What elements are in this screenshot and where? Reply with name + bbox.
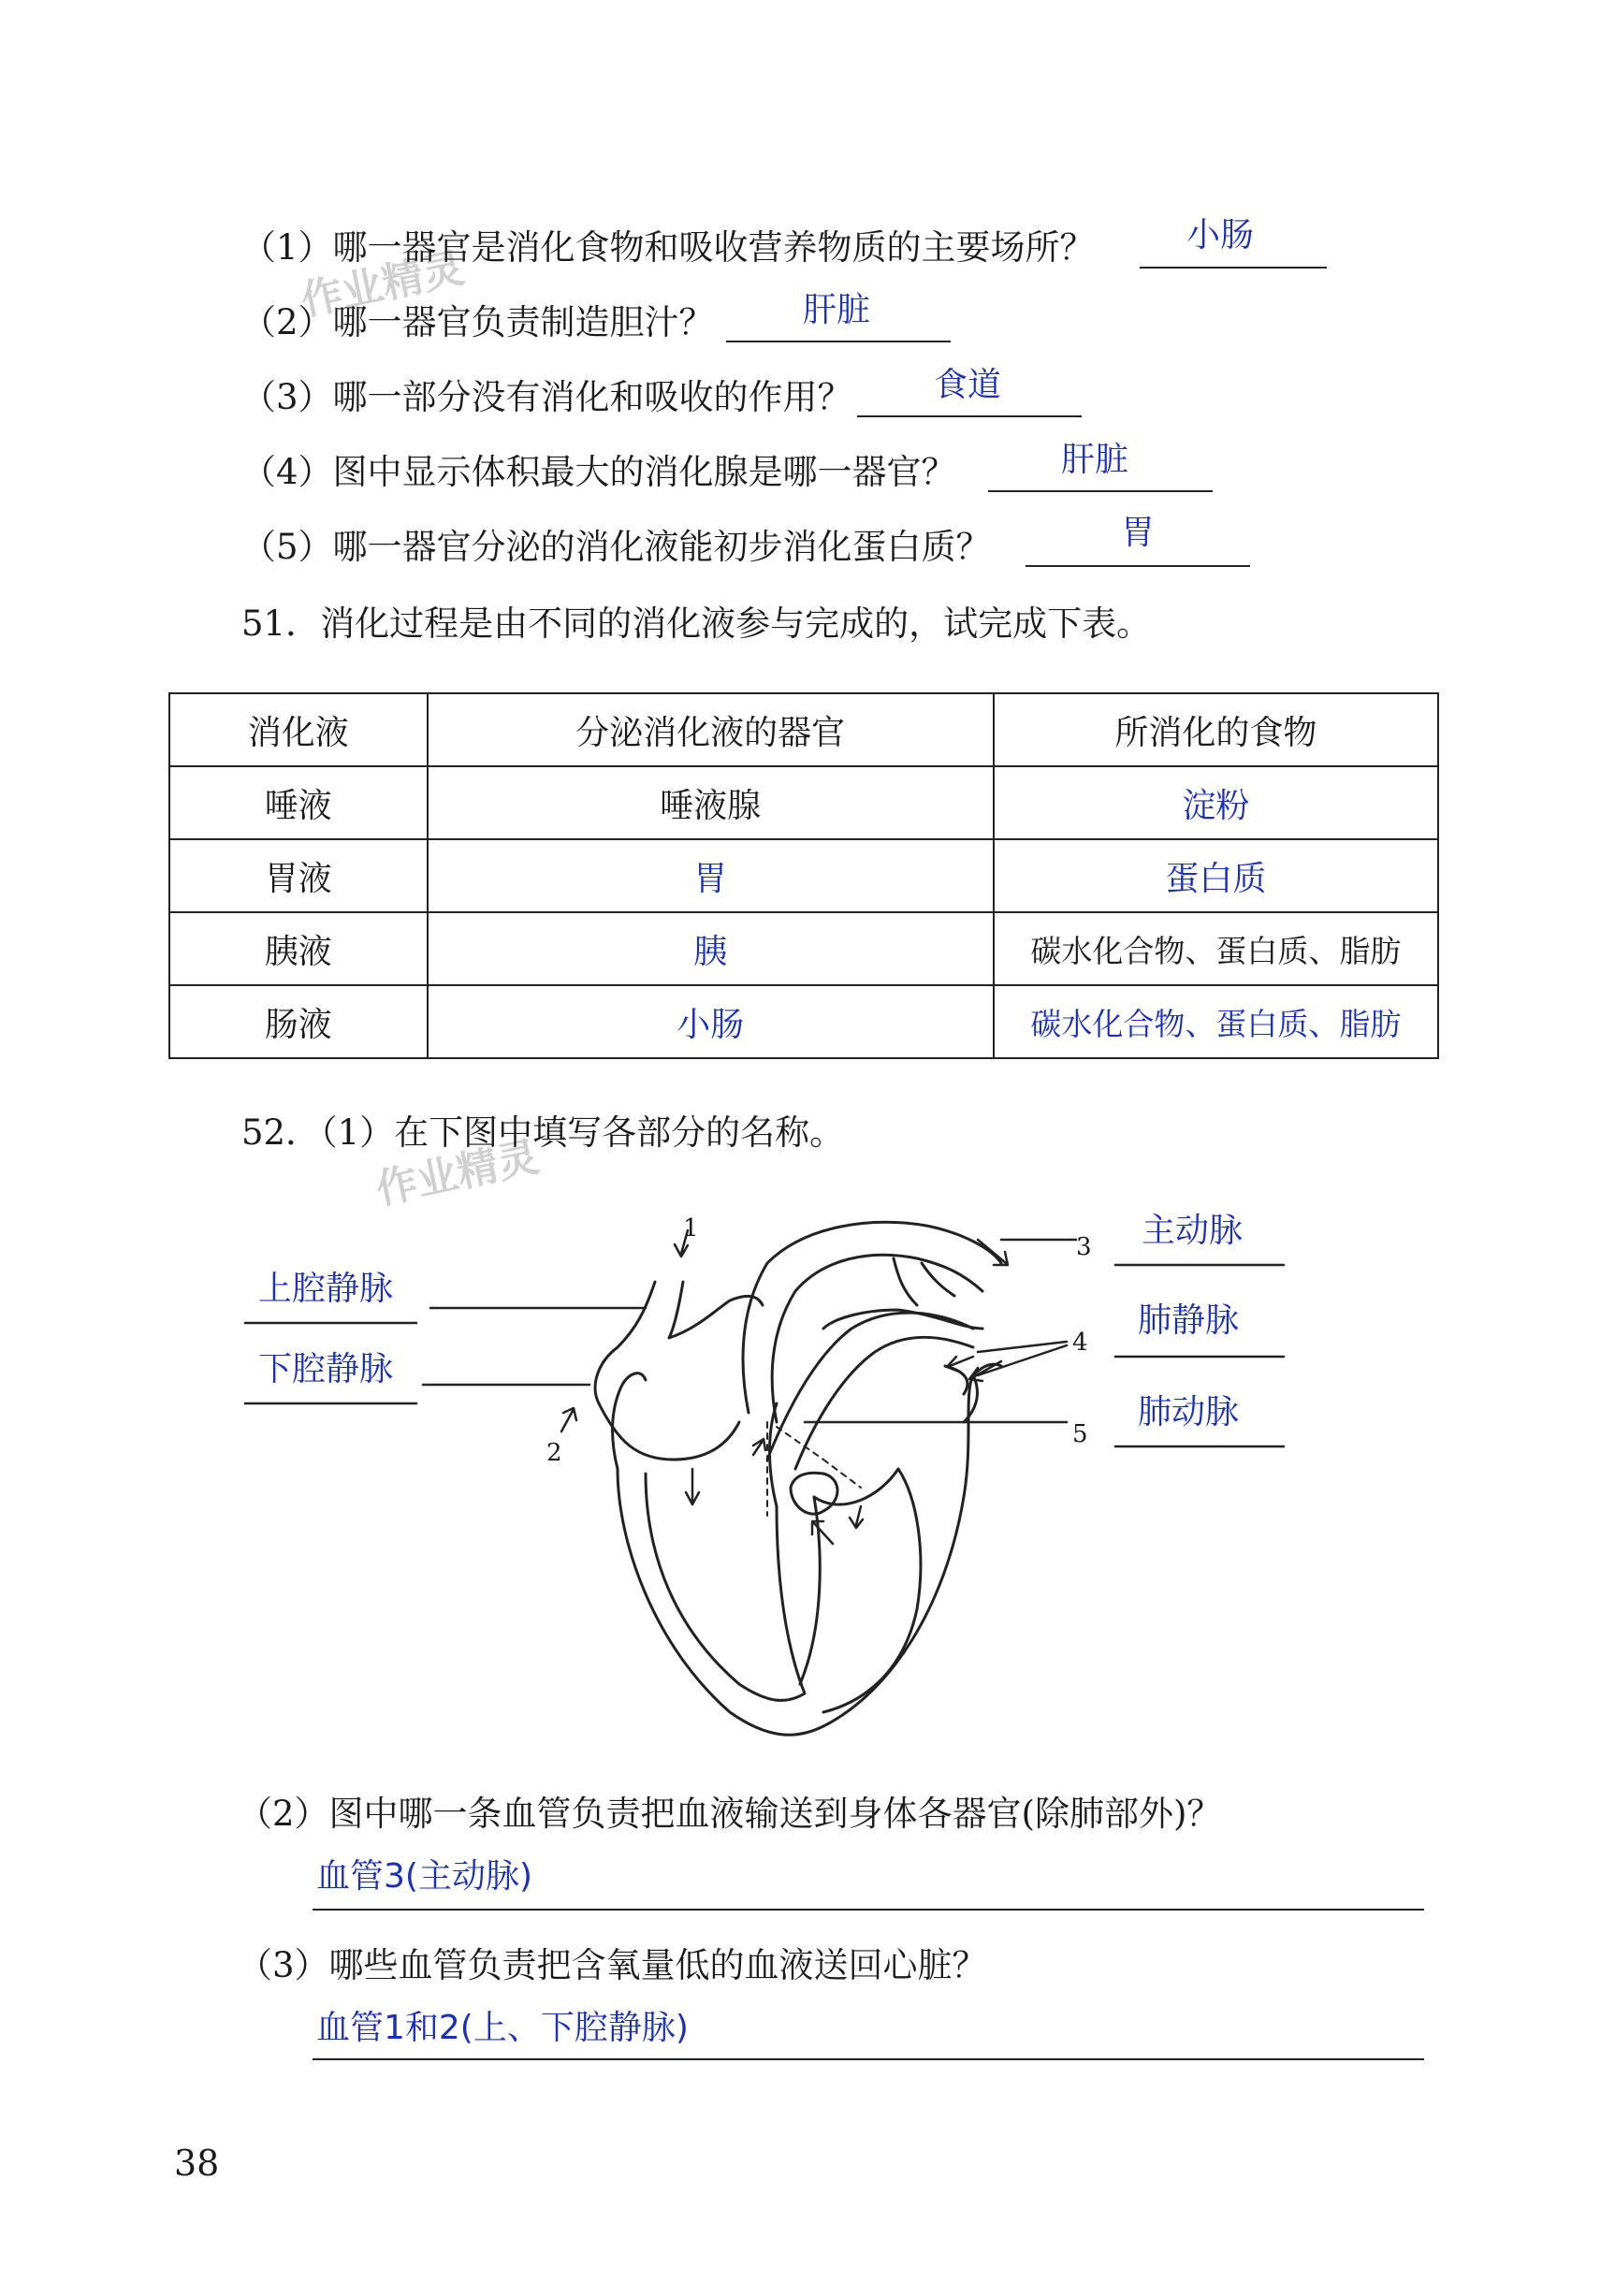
table-answer-cell: 淀粉 — [994, 766, 1438, 839]
label-pulmonary-artery: 肺动脉 — [1138, 1393, 1240, 1431]
answer-line — [313, 1909, 1424, 1911]
label-aorta: 主动脉 — [1142, 1212, 1244, 1250]
q50-item-3: （3）哪一部分没有消化和吸收的作用？ — [241, 377, 852, 417]
table-answer-cell: 蛋白质 — [994, 839, 1438, 912]
table-cell: 唾液 — [169, 766, 428, 839]
table-cell: 唾液腺 — [428, 766, 994, 839]
diagram-number: 2 — [546, 1439, 562, 1467]
label-superior-vena-cava: 上腔静脉 — [258, 1270, 394, 1308]
q50-answer-4: 肝脏 — [1061, 441, 1129, 479]
watermark: 作业精灵 — [297, 244, 469, 326]
table-answer-cell: 小肠 — [428, 985, 994, 1058]
diagram-number: 1 — [683, 1214, 699, 1242]
answer-line — [313, 2058, 1424, 2060]
label-inferior-vena-cava: 下腔静脉 — [258, 1350, 394, 1388]
table-header: 消化液 — [169, 693, 428, 766]
table-header: 所消化的食物 — [994, 693, 1438, 766]
q50-answer-2: 肝脏 — [803, 291, 871, 329]
q50-answer-1: 小肠 — [1186, 216, 1255, 254]
q50-answer-3: 食道 — [934, 366, 1002, 404]
diagram-number: 5 — [1072, 1420, 1088, 1448]
q50-answer-5: 胃 — [1121, 514, 1156, 552]
q52-part1: 52．（1）在下图中填写各部分的名称。 — [241, 1112, 845, 1153]
diagram-number: 4 — [1072, 1329, 1088, 1357]
q52-part2-answer: 血管3(主动脉) — [316, 1857, 532, 1896]
table-cell: 胃液 — [169, 839, 428, 912]
label-pulmonary-vein: 肺静脉 — [1138, 1301, 1240, 1340]
q52-part3-answer: 血管1和2(上、下腔静脉) — [316, 2009, 689, 2047]
table-cell: 肠液 — [169, 985, 428, 1058]
table-answer-cell: 胃 — [428, 839, 994, 912]
table-header: 分泌消化液的器官 — [428, 693, 994, 766]
table-answer-cell: 碳水化合物、蛋白质、脂肪 — [994, 985, 1438, 1058]
q50-item-1: （1）哪一器官是消化食物和吸收营养物质的主要场所？ — [241, 227, 1095, 268]
diagram-number: 3 — [1076, 1233, 1092, 1261]
q51-title: 51．消化过程是由不同的消化液参与完成的，试完成下表。 — [241, 603, 1152, 644]
table-answer-cell: 胰 — [428, 912, 994, 985]
page-number: 38 — [174, 2143, 220, 2184]
q52-part3-question: （3）哪些血管负责把含氧量低的血液送回心脏？ — [238, 1945, 987, 1985]
q50-item-2: （2）哪一器官负责制造胆汁？ — [241, 302, 714, 342]
q50-item-5: （5）哪一器官分泌的消化液能初步消化蛋白质？ — [241, 527, 991, 567]
watermark: 作业精灵 — [371, 1133, 544, 1214]
q50-item-4: （4）图中显示体积最大的消化腺是哪一器官？ — [241, 452, 956, 492]
q52-part2-question: （2）图中哪一条血管负责把血液输送到身体各器官(除肺部外)？ — [238, 1794, 1222, 1834]
table-cell: 碳水化合物、蛋白质、脂肪 — [994, 912, 1438, 985]
table-cell: 胰液 — [169, 912, 428, 985]
